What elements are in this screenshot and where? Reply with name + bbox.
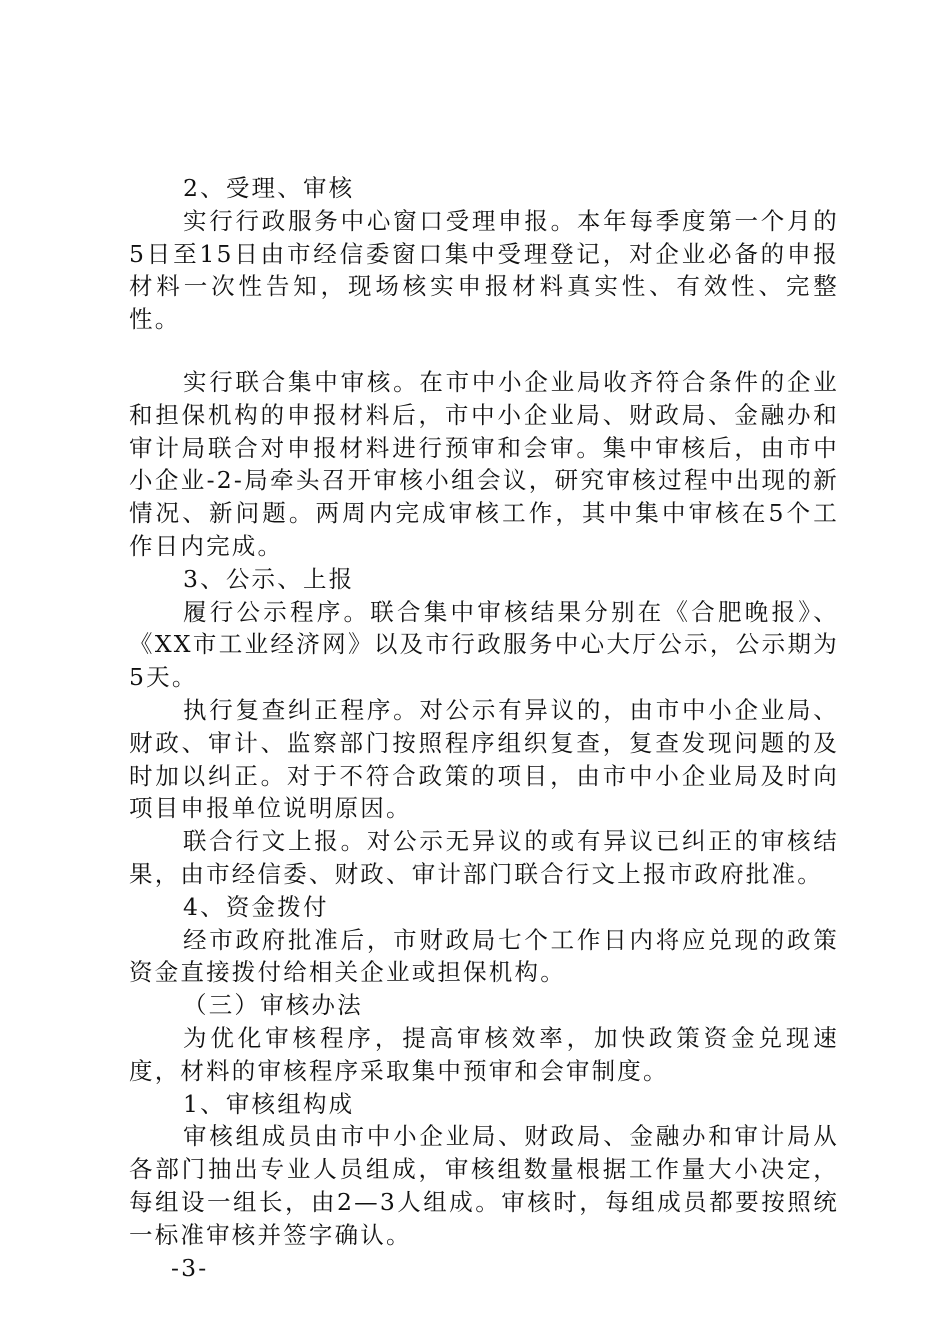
heading-review-method: （三）审核办法 [183,991,363,1020]
paragraph-joint-report: 联合行文上报。对公示无异议的或有异议已纠正的审核结果，由市经信委、财政、审计部门联合行文上报市政府批准。 [129,827,839,888]
page-number: -3- [171,1253,209,1282]
paragraph-window-acceptance: 实行行政服务中心窗口受理申报。本年每季度第一个月的5日至15日由市经信委窗口集中受理登记，对企业必备的申报材料一次性告知，现场核实申报材料真实性、有效性、完整性。 [129,206,839,334]
paragraph-publicity-procedure: 履行公示程序。联合集中审核结果分别在《合肥晚报》、《XX市工业经济网》以及市行政服务中心大厅公示，公示期为5天。 [129,597,839,692]
paragraph-recheck-procedure: 执行复查纠正程序。对公示有异议的，由市中小企业局、财政、审计、监察部门按照程序组织复查，复查发现问题的及时加以纠正。对于不符合政策的项目，由市中小企业局及时向项目申报单位说明原因。 [129,695,839,823]
document-body [129,172,839,1284]
heading-publicity-report: 3、公示、上报 [183,564,355,593]
paragraph-review-team: 审核组成员由市中小企业局、财政局、金融办和审计局从各部门抽出专业人员组成，审核组数量根据工作量大小决定，每组设一组长，由2—3人组成。审核时，每组成员都要按照统一标准审核并签字确认。 [129,1122,839,1249]
paragraph-fund-allocation: 经市政府批准后，市财政局七个工作日内将应兑现的政策资金直接拨付给相关企业或担保机构。 [129,925,839,987]
heading-accept-review: 2、受理、审核 [183,174,355,202]
heading-fund-allocation: 4、资金拨付 [183,892,329,921]
paragraph-joint-review: 实行联合集中审核。在市中小企业局收齐符合条件的企业和担保机构的申报材料后，市中小企业局、财政局、金融办和审计局联合对申报材料进行预审和会审。集中审核后，由市中小企业-2-局牵头召开审核小组会议，研究审核过程中出现的新情况、新问题。两周内完成审核工作，其中集中审核在5个工作日内完成。 [129,367,839,560]
heading-review-team: 1、审核组构成 [183,1089,355,1118]
paragraph-review-method: 为优化审核程序，提高审核效率，加快政策资金兑现速度，材料的审核程序采取集中预审和会审制度。 [129,1023,839,1085]
